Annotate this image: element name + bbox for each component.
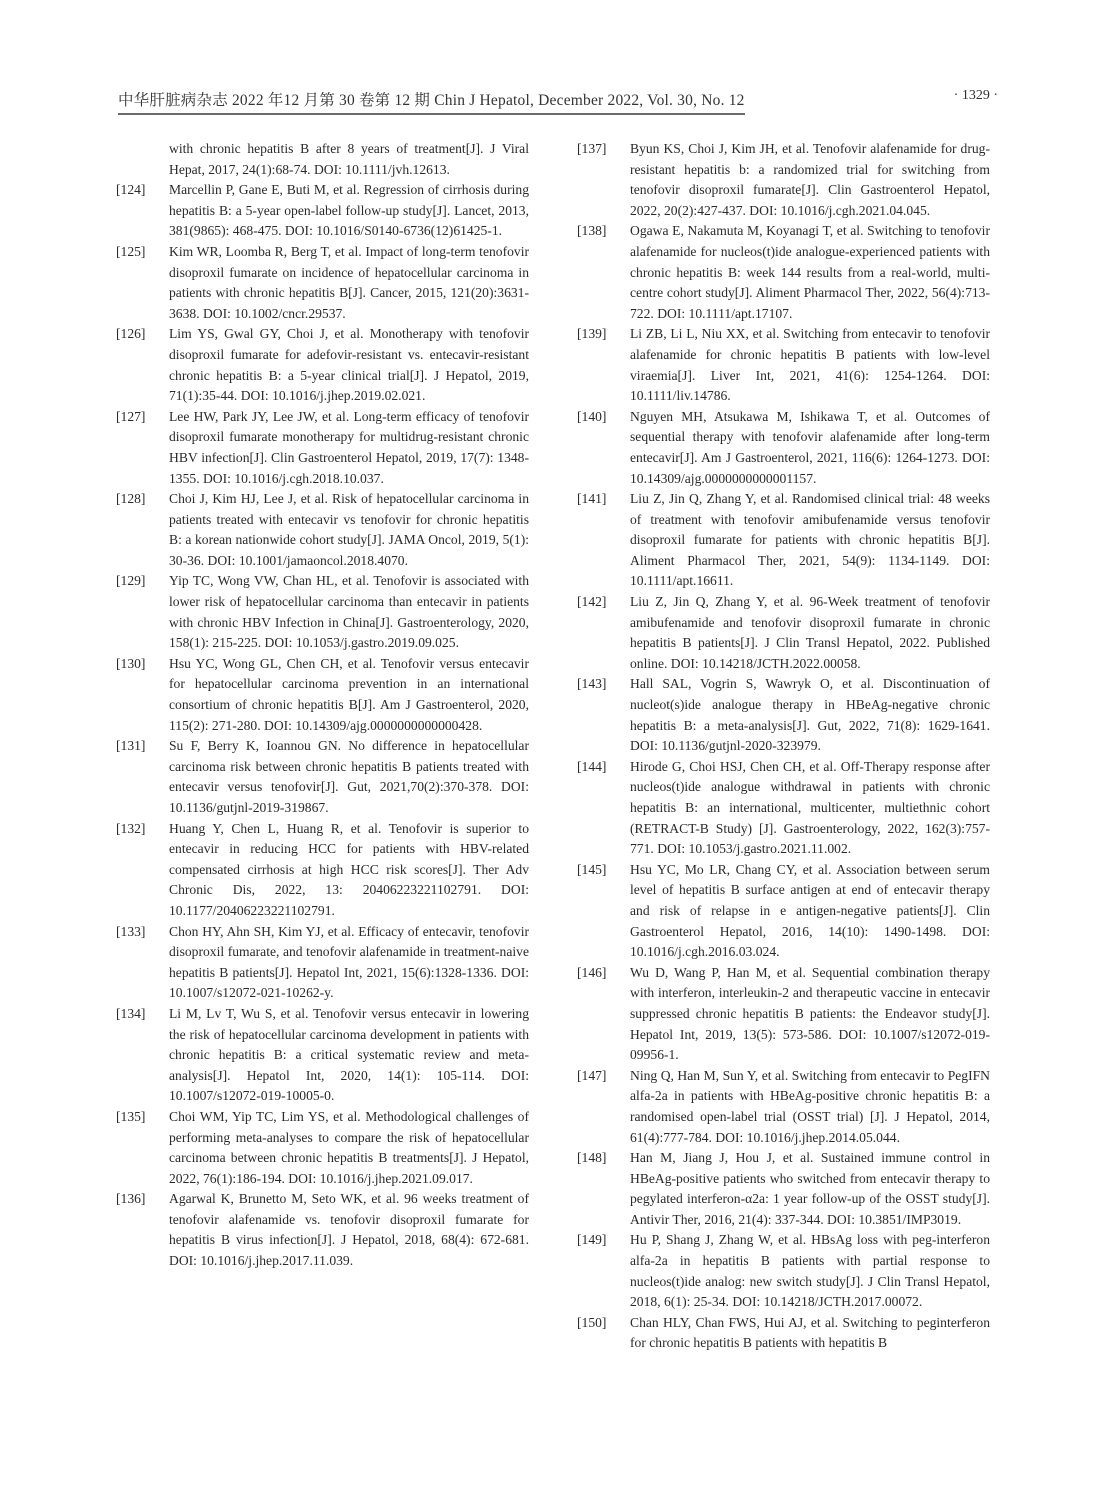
reference-number: [137] (577, 141, 607, 156)
reference-item (116, 180, 529, 242)
reference-item (577, 592, 990, 674)
reference-number: [147] (577, 1067, 607, 1083)
reference-item (116, 654, 529, 736)
reference-number: [146] (577, 964, 607, 980)
reference-item (577, 860, 990, 963)
reference-number: [134] (116, 1005, 146, 1021)
reference-item (116, 489, 529, 571)
reference-item (116, 324, 529, 406)
reference-number: [129] (116, 573, 146, 589)
reference-text: Lim YS, Gwal GY, Choi J, et al. Monotherapy with tenofovir disoproxil fumarate for adefovir-resistant vs. entecavir-resistant chronic hepatitis B: a 5-year clinical trial[J]. J Hepatol, 2019, 71(1):35-44. DOI: 10.1016/j.jhep.2019.02.021. (169, 326, 529, 404)
reference-text: Huang Y, Chen L, Huang R, et al. Tenofovir is superior to entecavir in reducing HCC for patients with HBV-related compensated cirrhosis at high HCC risk scores[J]. Ther Adv Chronic Dis, 2022, 13: 20406223221102791. DOI: 10.1177/20406223221102791. (169, 820, 529, 918)
reference-number: [144] (577, 758, 607, 774)
reference-item (116, 1004, 529, 1107)
reference-number: [136] (116, 1191, 146, 1207)
reference-text: Han M, Jiang J, Hou J, et al. Sustained immune control in HBeAg-positive patients who switched from entecavir therapy to pegylated interferon-α2a: 1 year follow-up of the OSST study[J]. Antivir Ther, 2016, 21(4): 337-344. DOI: 10.3851/IMP3019. (630, 1150, 990, 1227)
reference-number: [142] (577, 594, 607, 610)
reference-item (577, 407, 990, 489)
reference-text: Wu D, Wang P, Han M, et al. Sequential combination therapy with interferon, interleukin-2 and therapeutic vaccine in entecavir suppressed chronic hepatitis B patients: the Endeavor study[J]. Hepatol Int, 2019, 13(5): 573-586. DOI: 10.1007/s12072-019-09956-1. (630, 964, 990, 1063)
reference-text: Ogawa E, Nakamuta M, Koyanagi T, et al. Switching to tenofovir alafenamide for nucleos(t)ide analogue-experienced patients with chronic hepatitis B: week 144 results from a real-world, multi-centre cohort study[J]. Aliment Pharmacol Ther, 2022, 56(4):713-722. DOI: 10.1111/apt.17107. (630, 223, 990, 321)
reference-number: [130] (116, 655, 146, 671)
reference-item (116, 571, 529, 653)
reference-item (577, 139, 990, 221)
reference-text: Hsu YC, Mo LR, Chang CY, et al. Association between serum level of hepatitis B surface antigen at end of entecavir therapy and risk of relapse in e antigen-negative patients[J]. Clin Gastroenterol Hepatol, 2016, 14(10): 1490-1498. DOI: 10.1016/j.cgh.2016.03.024. (630, 861, 990, 960)
reference-text: Hall SAL, Vogrin S, Wawryk O, et al. Discontinuation of nucleot(s)ide analogue therapy in HBeAg-negative chronic hepatitis B: a meta-analysis[J]. Gut, 2022, 71(8): 1629-1641. DOI: 10.1136/gutjnl-2020-323979. (630, 676, 990, 754)
reference-item (116, 1107, 529, 1189)
reference-item (116, 407, 529, 489)
reference-number: [135] (116, 1108, 146, 1124)
reference-text: Choi WM, Yip TC, Lim YS, et al. Methodological challenges of performing meta-analyses to compare the risk of hepatocellular carcinoma between chronic hepatitis B treatments[J]. J Hepatol, 2022, 76(1):186-194. DOI: 10.1016/j.jhep.2021.09.017. (169, 1108, 529, 1186)
reference-text: Nguyen MH, Atsukawa M, Ishikawa T, et al. Outcomes of sequential therapy with tenofovir alafenamide after long-term entecavir[J]. Am J Gastroenterol, 2021, 116(6): 1264-1273. DOI: 10.14309/ajg.0000000000001157. (630, 408, 990, 486)
page-number: · 1329 · (953, 88, 998, 103)
reference-text: Liu Z, Jin Q, Zhang Y, et al. 96-Week treatment of tenofovir amibufenamide and tenofovir disoproxil fumarate in chronic hepatitis B patients[J]. J Clin Transl Hepatol, 2022. Published online. DOI: 10.14218/JCTH.2022.00058. (630, 594, 990, 671)
reference-number: [150] (577, 1314, 607, 1330)
reference-text: Liu Z, Jin Q, Zhang Y, et al. Randomised clinical trial: 48 weeks of treatment with tenofovir amibufenamide versus tenofovir disoproxil fumarate for patients with chronic hepatitis B[J]. Aliment Pharmacol Ther, 2021, 54(9): 1134-1149. DOI: 10.1111/apt.16611. (630, 491, 990, 589)
reference-text: Chan HLY, Chan FWS, Hui AJ, et al. Switching to peginterferon for chronic hepatitis B patients with hepatitis B (630, 1314, 990, 1351)
reference-text: with chronic hepatitis B after 8 years of treatment[J]. J Viral Hepat, 2017, 24(1):68-74. DOI: 10.1111/jvh.12613. (169, 141, 529, 177)
reference-text: Hsu YC, Wong GL, Chen CH, et al. Tenofovir versus entecavir for hepatocellular carcinoma prevention in an international consortium of chronic hepatitis B[J]. Am J Gastroenterol, 2020, 115(2): 271-280. DOI: 10.14309/ajg.0000000000000428. (169, 655, 529, 733)
reference-text: Kim WR, Loomba R, Berg T, et al. Impact of long-term tenofovir disoproxil fumarate on incidence of hepatocellular carcinoma in patients with chronic hepatitis B[J]. Cancer, 2015, 121(20):3631-3638. DOI: 10.1002/cncr.29537. (169, 243, 529, 321)
reference-text: Yip TC, Wong VW, Chan HL, et al. Tenofovir is associated with lower risk of hepatocellular carcinoma than entecavir in patients with chronic HBV Infection in China[J]. Gastroenterology, 2020, 158(1): 215-225. DOI: 10.1053/j.gastro.2019.09.025. (169, 573, 529, 651)
reference-text: Su F, Berry K, Ioannou GN. No difference in hepatocellular carcinoma risk between chronic hepatitis B patients treated with entecavir versus tenofovir[J]. Gut, 2021,70(2):370-378. DOI: 10.1136/gutjnl-2019-319867. (169, 738, 529, 815)
reference-number: [132] (116, 820, 146, 836)
reference-number: [149] (577, 1232, 607, 1248)
reference-number: [139] (577, 326, 607, 342)
reference-text: Li M, Lv T, Wu S, et al. Tenofovir versus entecavir in lowering the risk of hepatocellular carcinoma development in patients with chronic hepatitis B: a critical systematic review and meta-analysis[J]. Hepatol Int, 2020, 14(1): 105-114. DOI: 10.1007/s12072-019-10005-0. (169, 1005, 529, 1104)
journal-citation-line: 中华肝脏病杂志 2022 年12 月第 30 卷第 12 期 Chin J Hepatol, December 2022, Vol. 30, No. 12 (118, 88, 745, 115)
reference-text: Hirode G, Choi HSJ, Chen CH, et al. Off-Therapy response after nucleos(t)ide analogue withdrawal in patients with chronic hepatitis B: an international, multicenter, multiethnic cohort (RETRACT-B Study) [J]. Gastroenterology, 2022, 162(3):757-771. DOI: 10.1053/j.gastro.2021.11.002. (630, 758, 990, 857)
reference-item (577, 489, 990, 592)
reference-text: Li ZB, Li L, Niu XX, et al. Switching from entecavir to tenofovir alafenamide for chronic hepatitis B patients with low-level viraemia[J]. Liver Int, 2021, 41(6): 1254-1264. DOI: 10.1111/liv.14786. (630, 326, 990, 404)
reference-text: Agarwal K, Brunetto M, Seto WK, et al. 96 weeks treatment of tenofovir alafenamide vs. tenofovir disoproxil fumarate for hepatitis B virus infection[J]. J Hepatol, 2018, 68(4): 672-681. DOI: 10.1016/j.jhep.2017.11.039. (169, 1191, 529, 1269)
reference-item (577, 963, 990, 1066)
reference-text: Marcellin P, Gane E, Buti M, et al. Regression of cirrhosis during hepatitis B: a 5-year open-label follow-up study[J]. Lancet, 2013, 381(9865): 468-475. DOI: 10.1016/S0140-6736(12)61425-1. (169, 182, 529, 239)
reference-text: Byun KS, Choi J, Kim JH, et al. Tenofovir alafenamide for drug-resistant hepatitis b: a randomized trial for switching from tenofovir disoproxil fumarate[J]. Clin Gastroenterol Hepatol, 2022, 20(2):427-437. DOI: 10.1016/j.cgh.2021.04.045. (630, 141, 990, 218)
reference-item (577, 1066, 990, 1148)
reference-number: [141] (577, 491, 607, 507)
reference-item (116, 819, 529, 922)
reference-item (577, 757, 990, 860)
reference-text: Chon HY, Ahn SH, Kim YJ, et al. Efficacy of entecavir, tenofovir disoproxil fumarate, and tenofovir alafenamide in treatment-naive hepatitis B patients[J]. Hepatol Int, 2021, 15(6):1328-1336. DOI: 10.1007/s12072-021-10262-y. (169, 923, 529, 1001)
reference-text: Choi J, Kim HJ, Lee J, et al. Risk of hepatocellular carcinoma in patients treated with entecavir vs tenofovir for chronic hepatitis B: a korean nationwide cohort study[J]. JAMA Oncol, 2019, 5(1): 30-36. DOI: 10.1001/jamaoncol.2018.4070. (169, 491, 529, 568)
reference-number: [145] (577, 861, 607, 877)
reference-item (577, 674, 990, 756)
running-header (118, 88, 998, 112)
reference-number: [126] (116, 326, 146, 342)
reference-number: [128] (116, 491, 146, 507)
reference-number: [127] (116, 408, 146, 424)
reference-number: [133] (116, 923, 146, 939)
reference-item (577, 1148, 990, 1230)
reference-continuation (116, 139, 529, 180)
reference-text: Hu P, Shang J, Zhang W, et al. HBsAg loss with peg-interferon alfa-2a in hepatitis B patients with partial response to nucleos(t)ide analog: new switch study[J]. J Clin Transl Hepatol, 2018, 6(1): 25-34. DOI: 10.14218/JCTH.2017.00072. (630, 1232, 990, 1310)
reference-item (577, 1230, 990, 1312)
reference-number: [124] (116, 182, 146, 198)
reference-item (577, 1313, 990, 1354)
reference-column-right (577, 139, 990, 1354)
reference-number: [143] (577, 676, 607, 692)
reference-item (116, 242, 529, 324)
reference-number: [148] (577, 1150, 607, 1166)
reference-number: [138] (577, 223, 607, 239)
reference-text: Ning Q, Han M, Sun Y, et al. Switching from entecavir to PegIFN alfa-2a in patients with HBeAg-positive chronic hepatitis B: a randomised open-label trial (OSST trial) [J]. J Hepatol, 2014, 61(4):777-784. DOI: 10.1016/j.jhep.2014.05.044. (630, 1067, 990, 1145)
reference-item (116, 922, 529, 1004)
reference-text: Lee HW, Park JY, Lee JW, et al. Long-term efficacy of tenofovir disoproxil fumarate monotherapy for multidrug-resistant chronic HBV infection[J]. Clin Gastroenterol Hepatol, 2019, 17(7): 1348-1355. DOI: 10.1016/j.cgh.2018.10.037. (169, 408, 529, 486)
reference-item (116, 1189, 529, 1271)
reference-number: [125] (116, 243, 146, 259)
reference-item (577, 221, 990, 324)
reference-item (577, 324, 990, 406)
reference-number: [131] (116, 738, 146, 754)
reference-number: [140] (577, 408, 607, 424)
reference-item (116, 736, 529, 818)
reference-column-left (116, 139, 529, 1272)
